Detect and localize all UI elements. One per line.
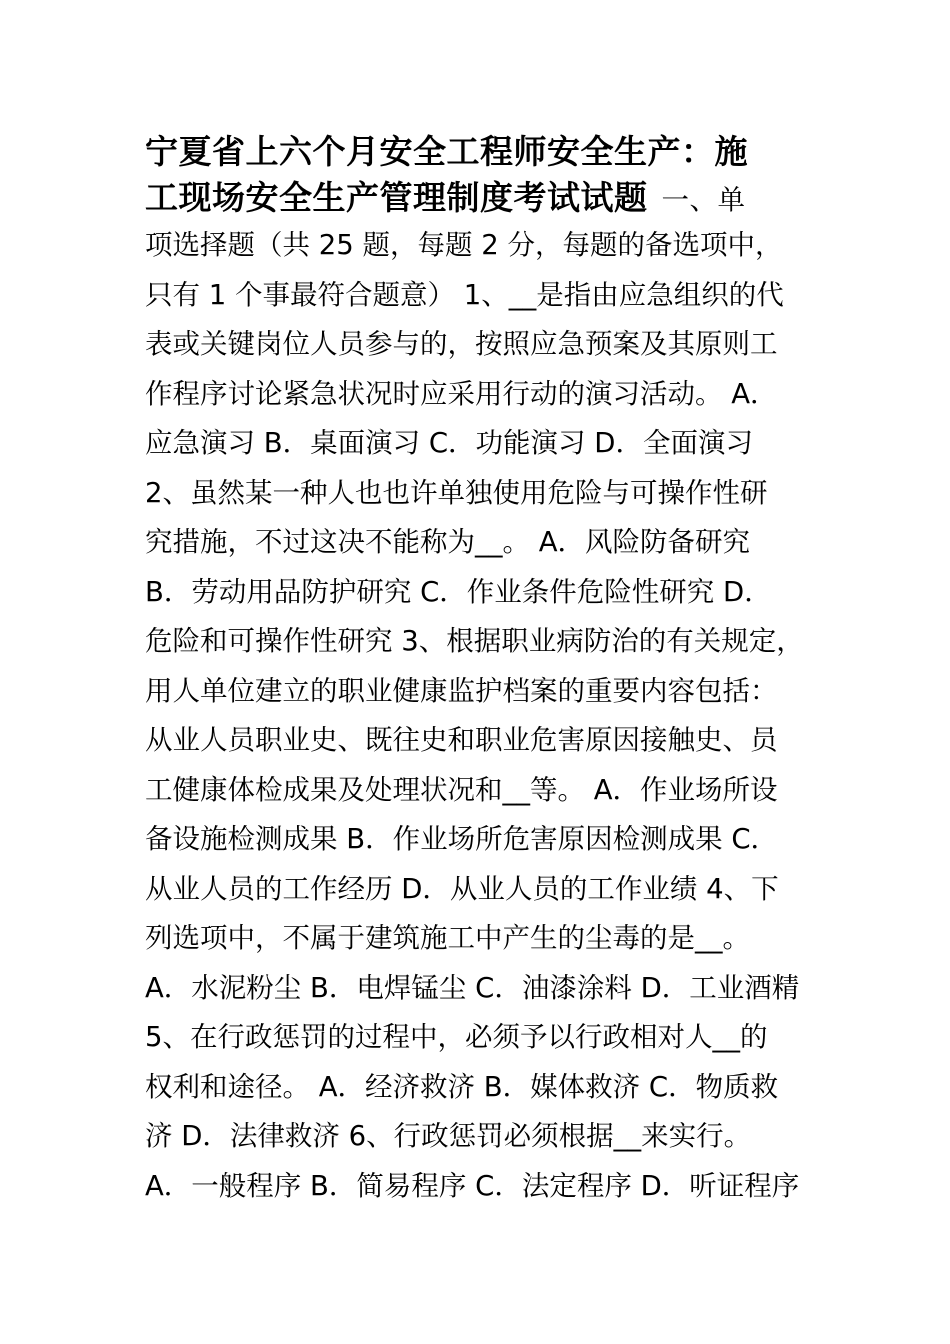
body-line: 从业人员职业史、既往史和职业危害原因接触史、员 — [145, 724, 778, 756]
body-line: 危险和可操作性研究 3、根据职业病防治的有关规定， — [145, 625, 804, 657]
document-title-line-2-text: 工现场安全生产管理制度考试试题 — [145, 178, 648, 217]
document-title-line-2 — [145, 174, 815, 221]
body-line: 用人单位建立的职业健康监护档案的重要内容包括： — [145, 674, 778, 707]
body-line: 应急演习 B．桌面演习 C．功能演习 D．全面演习 — [145, 427, 753, 459]
body-line: 表或关键岗位人员参与的，按照应急预案及其原则工 — [145, 328, 778, 360]
body-line: 5、在行政惩罚的过程中，必须予以行政相对人__的 — [145, 1021, 768, 1053]
body-line: 工健康体检成果及处理状况和__等。 A．作业场所设 — [145, 773, 778, 806]
body-line: 从业人员的工作经历 D．从业人员的工作业绩 4、下 — [145, 872, 779, 905]
body-line: 备设施检测成果 B．作业场所危害原因检测成果 C． — [145, 823, 779, 855]
body-line: 2、虽然某一种人也也许单独使用危险与可操作性研 — [145, 476, 768, 509]
body-line: A．水泥粉尘 B．电焊锰尘 C．油漆涂料 D．工业酒精 — [145, 971, 800, 1004]
body-line: 作程序讨论紧急状况时应采用行动的演习活动。 A． — [145, 377, 778, 410]
body-line: 济 D．法律救济 6、行政惩罚必须根据__来实行。 — [145, 1120, 752, 1152]
body-line: 权利和途径。 A．经济救济 B．媒体救济 C．物质救 — [145, 1070, 779, 1103]
body-line: 项选择题（共 25 题，每题 2 分，每题的备选项中， — [145, 229, 783, 261]
section-heading-start: 一、单 — [661, 184, 746, 216]
body-line: A．一般程序 B．简易程序 C．法定程序 D．听证程序 — [145, 1169, 800, 1202]
body-line: 只有 1 个事最符合题意） 1、__是指由应急组织的代 — [145, 278, 784, 311]
body-line: 列选项中，不属于建筑施工中产生的尘毒的是__。 — [145, 922, 750, 954]
document-title-line-1: 宁夏省上六个月安全工程师安全生产：施 — [145, 132, 748, 171]
body-line: 究措施，不过这决不能称为__。 A．风险防备研究 — [145, 526, 751, 558]
body-line: B．劳动用品防护研究 C．作业条件危险性研究 D． — [145, 575, 772, 608]
document-content — [145, 128, 815, 1211]
